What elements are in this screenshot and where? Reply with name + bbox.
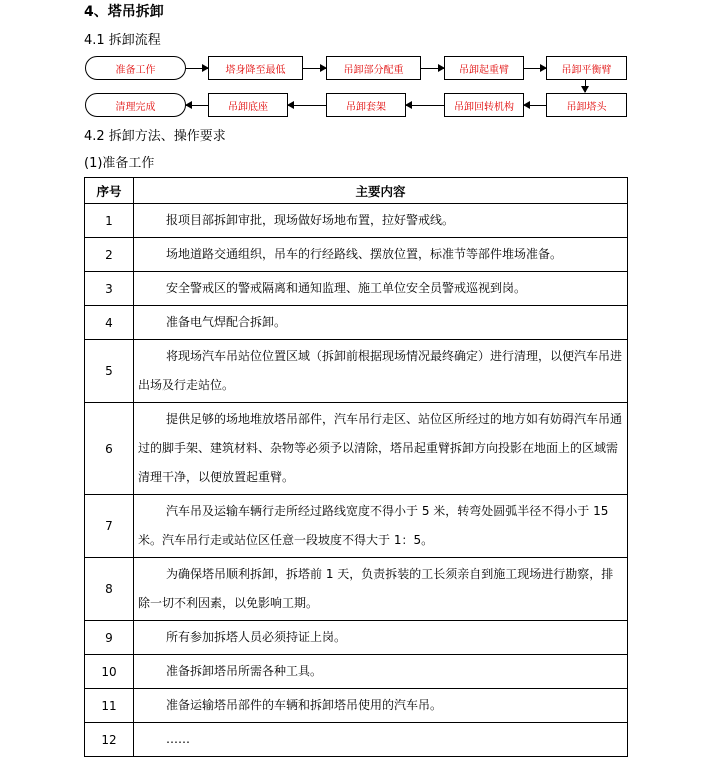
row-no: 5 — [85, 340, 134, 403]
table-row — [85, 495, 628, 558]
row-text: 为确保塔吊顺利拆卸，拆塔前 1 天，负责拆装的工长须亲自到施工现场进行勘察，排除一切不利因素，以免影响工期。 — [134, 558, 628, 621]
row-no: 10 — [85, 655, 134, 689]
table-header-row — [85, 178, 628, 204]
flow-step: 吊卸起重臂 — [444, 56, 524, 80]
table-row — [85, 340, 628, 403]
flow-step: 吊卸平衡臂 — [546, 56, 627, 80]
row-text: 安全警戒区的警戒隔离和通知监理、施工单位安全员警戒巡视到岗。 — [134, 272, 628, 306]
header-content: 主要内容 — [134, 178, 628, 204]
row-text: 所有参加拆塔人员必须持证上岗。 — [134, 621, 628, 655]
row-text: 报项目部拆卸审批，现场做好场地布置，拉好警戒线。 — [134, 204, 628, 238]
flowchart — [0, 0, 710, 130]
subsection-title-method: 4.2 拆卸方法、操作要求 — [84, 129, 226, 144]
table-row — [85, 238, 628, 272]
flow-step: 吊卸部分配重 — [326, 56, 421, 80]
table-row — [85, 306, 628, 340]
flow-step: 吊卸底座 — [208, 93, 288, 117]
row-no: 4 — [85, 306, 134, 340]
row-no: 3 — [85, 272, 134, 306]
flow-step: 塔身降至最低 — [208, 56, 303, 80]
arrow-down-icon — [585, 80, 586, 92]
table-row — [85, 558, 628, 621]
table-row — [85, 723, 628, 757]
row-no: 8 — [85, 558, 134, 621]
row-no: 11 — [85, 689, 134, 723]
flow-step: 准备工作 — [85, 56, 186, 80]
subsection-title-flow: 4.1 拆卸流程 — [84, 33, 161, 48]
row-no: 9 — [85, 621, 134, 655]
table-row — [85, 621, 628, 655]
row-text: 准备电气焊配合拆卸。 — [134, 306, 628, 340]
preparation-table — [84, 177, 628, 757]
table-row — [85, 204, 628, 238]
table-row — [85, 689, 628, 723]
header-no: 序号 — [85, 178, 134, 204]
row-no: 12 — [85, 723, 134, 757]
row-text: 准备拆卸塔吊所需各种工具。 — [134, 655, 628, 689]
row-text: 汽车吊及运输车辆行走所经过路线宽度不得小于 5 米，转弯处圆弧半径不得小于 15 米。汽车吊行走或站位区任意一段坡度不得大于 1：5。 — [134, 495, 628, 558]
arrow-right-icon — [524, 68, 546, 69]
arrow-right-icon — [421, 68, 444, 69]
arrow-left-icon — [186, 105, 208, 106]
arrow-left-icon — [406, 105, 444, 106]
table-row — [85, 655, 628, 689]
row-text: 提供足够的场地堆放塔吊部件，汽车吊行走区、站位区所经过的地方如有妨碍汽车吊通过的脚手架、建筑材料、杂物等必须予以清除，塔吊起重臂拆卸方向投影在地面上的区域需清理干净，以便放置起重臂。 — [134, 403, 628, 495]
table-row — [85, 272, 628, 306]
section-heading: 4、塔吊拆卸 — [84, 4, 164, 20]
row-text: 将现场汽车吊站位位置区域（拆卸前根据现场情况最终确定）进行清理，以便汽车吊进出场及行走站位。 — [134, 340, 628, 403]
arrow-right-icon — [186, 68, 208, 69]
flow-step: 吊卸套架 — [326, 93, 406, 117]
flow-step: 吊卸回转机构 — [444, 93, 524, 117]
subsection-title-prep: (1)准备工作 — [84, 156, 155, 171]
row-no: 6 — [85, 403, 134, 495]
row-no: 1 — [85, 204, 134, 238]
row-no: 7 — [85, 495, 134, 558]
arrow-left-icon — [524, 105, 546, 106]
row-text: 场地道路交通组织，吊车的行经路线、摆放位置，标准节等部件堆场准备。 — [134, 238, 628, 272]
row-no: 2 — [85, 238, 134, 272]
table-row — [85, 403, 628, 495]
row-text: 准备运输塔吊部件的车辆和拆卸塔吊使用的汽车吊。 — [134, 689, 628, 723]
row-text: …… — [134, 723, 628, 757]
flow-step: 吊卸塔头 — [546, 93, 627, 117]
arrow-right-icon — [303, 68, 326, 69]
arrow-left-icon — [288, 105, 326, 106]
flow-step: 清理完成 — [85, 93, 186, 117]
